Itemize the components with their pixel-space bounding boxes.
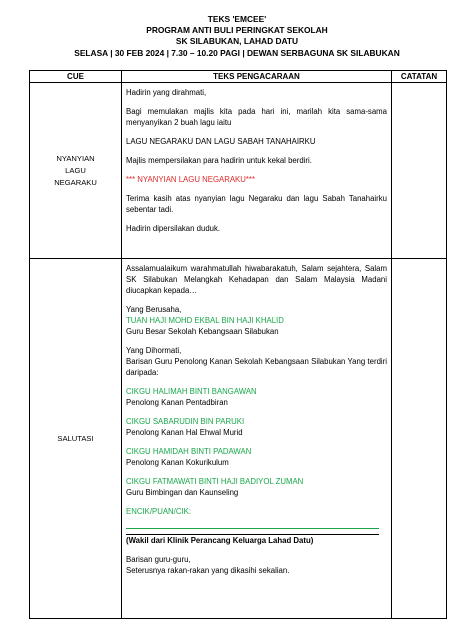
guest-title: Penolong Kanan Kokurikulum	[126, 458, 229, 467]
script-line: Yang Berusaha,	[126, 305, 182, 314]
doc-title: TEKS 'EMCEE'	[207, 14, 267, 24]
header-cue: CUE	[30, 71, 122, 83]
script-line: Terima kasih atas nyanyian lagu Negaraku dan lagu Sabah Tanahairku sebentar tadi.	[126, 194, 387, 214]
cue-label: NYANYIAN	[56, 153, 95, 163]
guest-title: Guru Besar Sekolah Kebangsaan Silabukan	[126, 327, 279, 336]
script-line: Yang Dihormati,	[126, 346, 182, 355]
school-name: SK SILABUKAN, LAHAD DATU	[175, 36, 299, 47]
guest-note: (Wakil dari Klinik Perancang Keluarga Lahad Datu)	[126, 536, 314, 545]
header-catatan: CATATAN	[392, 71, 447, 83]
cue-cell	[30, 83, 122, 259]
document-header	[0, 14, 474, 59]
script-line: Assalamualaikum warahmatullah hiwabarakatuh, Salam sejahtera, Salam SK Silabukan Melangkah Kehadapan dan Salam Malaysia Madani diucapkan kepada…	[126, 264, 387, 295]
script-table	[29, 70, 447, 619]
script-line: Hadirin dipersilakan duduk.	[126, 224, 221, 233]
cue-label: NEGARAKU	[54, 177, 97, 187]
catatan-cell	[392, 259, 447, 619]
teks-cell	[122, 259, 392, 619]
script-line: Bagi memulakan majlis kita pada hari ini, marilah kita sama-sama menyanyikan 2 buah lagu iaitu	[126, 107, 387, 127]
script-line: Barisan Guru Penolong Kanan Sekolah Kebangsaan Silabukan Yang terdiri daripada:	[126, 357, 387, 377]
table-row	[30, 83, 447, 259]
guest-title: Penolong Kanan Hal Ehwal Murid	[126, 428, 243, 437]
guest-name: TUAN HAJI MOHD EKBAL BIN HAJI KHALID	[126, 316, 284, 325]
guest-name: ENCIK/PUAN/CIK:	[126, 507, 191, 516]
table-header-row	[30, 71, 447, 83]
guest-name: CIKGU SABARUDIN BIN PARUKI	[126, 417, 245, 426]
guest-name: CIKGU HAMIDAH BINTI PADAWAN	[126, 447, 252, 456]
cue-cell	[30, 259, 122, 619]
program-title: PROGRAM ANTI BULI PERINGKAT SEKOLAH	[146, 25, 328, 36]
event-details: SELASA | 30 FEB 2024 | 7.30 – 10.20 PAGI | DEWAN SERBAGUNA SK SILABUKAN	[74, 47, 400, 58]
script-cue-red: *** NYANYIAN LAGU NEGARAKU***	[126, 175, 255, 184]
guest-title: Penolong Kanan Pentadbiran	[126, 398, 228, 407]
cue-label: SALUTASI	[57, 433, 94, 443]
teks-cell	[122, 83, 392, 259]
guest-title: Guru Bimbingan dan Kaunseling	[126, 488, 239, 497]
table-row	[30, 259, 447, 619]
header-teks: TEKS PENGACARAAN	[122, 71, 392, 83]
script-line: Barisan guru-guru,	[126, 555, 191, 564]
catatan-cell	[392, 83, 447, 259]
script-line: Hadirin yang dirahmati,	[126, 88, 207, 97]
guest-name: CIKGU HALIMAH BINTI BANGAWAN	[126, 387, 257, 396]
script-line: Seterusnya rakan-rakan yang dikasihi sekalian.	[126, 566, 290, 575]
script-line: LAGU NEGARAKU DAN LAGU SABAH TANAHAIRKU	[126, 137, 316, 146]
guest-name: CIKGU FATMAWATI BINTI HAJI BADIYOL ZUMAN	[126, 477, 304, 486]
fill-in-line	[126, 521, 379, 529]
script-line: Majlis mempersilakan para hadirin untuk kekal berdiri.	[126, 156, 312, 165]
cue-label: LAGU	[65, 165, 86, 175]
